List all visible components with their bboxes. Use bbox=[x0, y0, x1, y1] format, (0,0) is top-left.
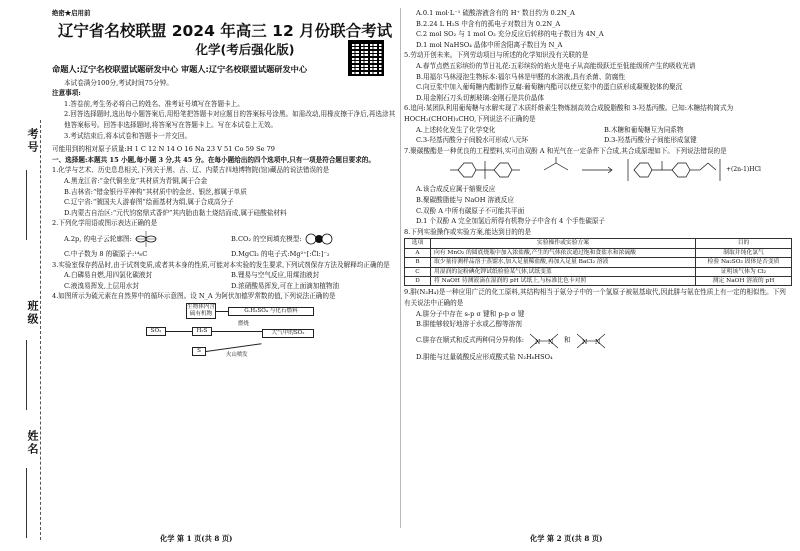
page-footer-right: 化学 第 2 页(共 8 页) bbox=[530, 534, 603, 543]
option-d: D.3-羟基丙酸分子间能形成氢键 bbox=[604, 136, 697, 145]
table-header: 目的 bbox=[696, 239, 792, 248]
option-c: C.肼存在顺式和反式两种同分异构体: bbox=[416, 336, 525, 345]
diagram-box: 生物体内含硫有机物 bbox=[187, 303, 215, 317]
option-a: A.该合成反应属于缩聚反应 bbox=[416, 185, 496, 194]
table-cell: A bbox=[405, 248, 431, 257]
option-d: D.内蒙古自治区:“元代钧窑鼎式香炉”其内胎由黏土烧结而成,属于硅酸盐材料 bbox=[64, 208, 287, 217]
exam-intro: 本试卷满分100分,考试时间75分钟。 bbox=[64, 78, 173, 87]
question-8 bbox=[404, 227, 792, 287]
option-c: C.双酚 A 中所有碳原子不可能共平面 bbox=[416, 206, 525, 215]
question-6 bbox=[404, 103, 792, 145]
diagram-box: S bbox=[192, 347, 206, 356]
svg-text:N: N bbox=[535, 338, 541, 346]
question-stem: 7.聚碳酸酯是一种优良的工程塑料,实可由双酚 A 和光气在一定条件下合成,其合成原理如下。下列说法错误的是 bbox=[404, 146, 727, 155]
option-b: B.肼能够较好地溶于水或乙醇等溶剂 bbox=[416, 320, 522, 329]
table-row bbox=[405, 267, 792, 276]
table-cell: D bbox=[405, 276, 431, 285]
question-stem: 8.下列实验操作或实验方案,能达到目的的是 bbox=[404, 227, 532, 236]
question-3 bbox=[52, 260, 398, 292]
table-cell: 证明该气体为 Cl₂ bbox=[696, 267, 792, 276]
table-row bbox=[405, 258, 792, 267]
question-stem: 3.实验室保存药品时,由于试剂变质,或者其本身的性质,可能对本实验的发生要求,下列试剂保存方法及解释均正确的是 bbox=[52, 260, 390, 269]
option-a: A.春节点燃五彩缤纷的节日礼花:五彩缤纷的焰火是电子从高能级跃迁至低能级所产生的吸收光谱 bbox=[416, 61, 696, 70]
diagram-box: 大气中的SO₂ bbox=[262, 329, 314, 338]
exam-title: 辽宁省名校联盟 2024 年高三 12 月份联合考试 bbox=[57, 21, 393, 40]
option-b: B.2.24 L H₂S 中含有的孤电子对数目为 0.2N_A bbox=[416, 19, 561, 28]
option-c: C.3-羟基丙酸分子间脱水可形成八元环 bbox=[416, 136, 529, 145]
option-b: B.CO₂ 的空间填充模型: bbox=[231, 234, 302, 243]
option-c: C.液溴易挥发,上层用水封 bbox=[64, 281, 139, 290]
table-row bbox=[405, 276, 792, 285]
option-a: A.上述转化发生了化学变化 bbox=[416, 125, 496, 134]
table-cell: 取少量待测样品溶于蒸馏水,加入足量稀盐酸,再加入足量 BaCl₂ 溶液 bbox=[431, 258, 696, 267]
table-row bbox=[405, 248, 792, 257]
cut-line bbox=[40, 120, 41, 540]
question-stem: 6.追问:某团队利用葡萄糖与水解实现了木质纤维素生物炼制高效合成脱脂酸和 3-羟基丙酸。已知:木糖结构简式为 HOCH₂(CHOH)₃CHO,下列说法不正确的是 bbox=[404, 104, 734, 123]
question-2 bbox=[52, 218, 398, 259]
secret-mark: 绝密★启用前 bbox=[52, 9, 91, 17]
exam-subtitle: 化学(考后强化版) bbox=[195, 41, 295, 57]
option-b: B.吉林省:“错金银丹平神构”其材质中的金丝、银丝,都属于单质 bbox=[64, 187, 247, 196]
diagram-box: G.H₂SO₄ 与化石燃料 bbox=[228, 307, 314, 316]
right-column bbox=[404, 8, 792, 362]
exam-number-blank bbox=[26, 170, 27, 240]
question-9 bbox=[404, 287, 792, 362]
option-a: A.黑龙江省:“金代铜坐龙”其材质为青铜,属于合金 bbox=[64, 176, 208, 185]
and-word: 和 bbox=[564, 336, 571, 345]
page-footer-left: 化学 第 1 页(共 8 页) bbox=[160, 534, 233, 543]
svg-text:N: N bbox=[594, 338, 600, 346]
option-c: C.2 mol SO₂ 与 1 mol O₂ 充分反应后转移的电子数目为 4N_A bbox=[416, 30, 604, 39]
option-d: D.1 mol NaHSO₄ 晶体中所含阳离子数目为 N_A bbox=[416, 40, 563, 49]
table-header-row bbox=[405, 239, 792, 248]
atomic-masses: 可能用到的相对原子质量:H 1 C 12 N 14 O 16 Na 23 V 51 Co 59 Se 79 bbox=[52, 145, 275, 154]
table-header: 选项 bbox=[405, 239, 431, 248]
polycarbonate-reaction bbox=[404, 157, 792, 183]
option-b: B.用福尔马林浸泡生物标本:福尔马林是甲醛的水溶液,具有杀菌、防腐性 bbox=[416, 72, 626, 81]
qr-code[interactable] bbox=[348, 40, 384, 76]
option-d: D.1 个双酚 A 完全加氢后所得有机物分子中含有 4 个手性碳原子 bbox=[416, 217, 606, 226]
byproduct-label: +(2n-1)HCl bbox=[726, 166, 761, 174]
option-c: C.辽宁省:“虢国夫人游春图”绘画基材为绢,属于合成高分子 bbox=[64, 198, 234, 207]
notice-item: 2.回答选择题时,选出每小题答案后,用铅笔把答题卡对应题目的答案标号涂黑。如需改动,用橡皮擦干净后,再选涂其他答案标号。回答非选择题时,将答案写在答题卡上。写在本试卷上无效。 bbox=[64, 110, 396, 129]
sulfur-cycle-diagram bbox=[142, 303, 332, 361]
question-stem: 5.劳动开创未来。下列劳动项目与所述的化学知识没有关联的是 bbox=[404, 51, 589, 60]
svg-text:N: N bbox=[581, 338, 587, 346]
option-b: B.木糖和葡萄糖互为同系物 bbox=[604, 125, 684, 134]
reaction-scheme-icon bbox=[444, 157, 774, 183]
option-c: C.中子数为 8 的碳原子:¹⁴₆C bbox=[64, 249, 148, 258]
p-orbital-icon bbox=[134, 230, 158, 248]
binding-margin bbox=[0, 0, 52, 551]
question-stem: 2.下列化学用语或图示表达正确的是 bbox=[52, 219, 158, 228]
exam-number-label: 考号 bbox=[26, 128, 39, 154]
makers-line: 命题人:辽宁名校联盟试题研发中心 审题人:辽宁名校联盟试题研发中心 bbox=[52, 63, 308, 74]
class-blank bbox=[26, 340, 27, 410]
question-1 bbox=[52, 165, 398, 218]
name-label: 姓名 bbox=[26, 430, 39, 456]
table-cell: 向有 MnO₂ 的圆底烧瓶中加入浓盐酸,产生的气体依次通过饱和食盐水和浓硫酸 bbox=[431, 248, 696, 257]
table-cell: C bbox=[405, 267, 431, 276]
option-a: A.肼分子中存在 s-p σ 键和 p-p σ 键 bbox=[416, 309, 525, 318]
hydrazine-cis-icon bbox=[524, 330, 564, 352]
question-stem: 4.如图所示为硫元素在自然界中的循环示意图。设 N_A 为阿伏加德罗常数的值,下列说法正确的是 bbox=[52, 292, 336, 301]
option-d: D.MgCl₂ 的电子式:Mg²⁺[:C̈l:]⁻₂ bbox=[231, 249, 330, 258]
question-7 bbox=[404, 146, 792, 227]
option-d: D.浓硝酸易挥发,可在上面滴加植物油 bbox=[231, 281, 340, 290]
option-c: C.向豆浆中加入葡萄糖内酯制作豆腐:葡萄糖内酯可以使豆浆中的蛋白质形成凝聚胶体的聚沉 bbox=[416, 83, 683, 92]
question-stem: 1.化学与艺术、历史息息相关,下列关于黑、吉、辽、内蒙古四地博物院(馆)藏品的说法错误的是 bbox=[52, 166, 330, 175]
table-cell: 检验 Na₂SO₃ 固体是否变质 bbox=[696, 258, 792, 267]
name-blank bbox=[26, 468, 27, 538]
edge-label: 火山喷发 bbox=[226, 351, 248, 358]
hydrazine-trans-icon bbox=[571, 330, 611, 352]
diagram-box: SO₂ bbox=[146, 327, 166, 336]
option-b: B.锂易与空气反应,用煤油液封 bbox=[231, 271, 320, 280]
edge-label: 燃烧 bbox=[238, 320, 249, 327]
left-column bbox=[52, 8, 398, 362]
notice-item: 3.考试结束后,将本试卷和答题卡一并交回。 bbox=[64, 131, 192, 140]
option-a: A.白磷易自燃,用四氯化碳液封 bbox=[64, 271, 153, 280]
question-4-options bbox=[404, 8, 792, 50]
question-5 bbox=[404, 50, 792, 103]
class-label: 班级 bbox=[26, 300, 39, 326]
diagram-box: H₂S bbox=[192, 327, 212, 336]
option-b: B.聚碳酸脂能与 NaOH 溶液反应 bbox=[416, 195, 514, 204]
section-one-heading: 一、选择题:本题共 15 小题,每小题 3 分,共 45 分。在每小题给出的四个选项中,只有一项是符合题目要求的。 bbox=[52, 155, 375, 164]
question-4 bbox=[52, 291, 398, 361]
svg-text:N: N bbox=[548, 338, 554, 346]
option-d: D.肼能与过量硫酸反应形成酸式盐 N₂H₆HSO₄ bbox=[416, 352, 553, 361]
table-cell: 将 NaOH 待测液滴在湿润的 pH 试纸上,与标准比色卡对照 bbox=[431, 276, 696, 285]
option-a: A.0.1 mol·L⁻¹ 硫酸溶液含有的 H⁺ 数目约为 0.2N_A bbox=[416, 9, 575, 17]
table-cell: 制取并纯化氯气 bbox=[696, 248, 792, 257]
column-divider bbox=[400, 8, 401, 528]
option-d: D.用金刚石刀头切割玻璃:金刚石是共价晶体 bbox=[416, 93, 545, 102]
table-cell: 测定 NaOH 溶液的 pH bbox=[696, 276, 792, 285]
question-stem: 9.肼(N₂H₄)是一种应用广泛的化工原料,其结构相当于氨分子中的一个氢原子被氨基取代,因此肼与氨在性质上有一定的相似性。下列有关说法中正确的是 bbox=[404, 288, 786, 307]
table-header: 实验操作或实验方案 bbox=[431, 239, 696, 248]
table-cell: B bbox=[405, 258, 431, 267]
co2-model-icon bbox=[304, 232, 334, 246]
table-cell: 用湿润的淀粉碘化钾试纸检验某气体,试纸变蓝 bbox=[431, 267, 696, 276]
notice-item: 1.答卷前,考生务必将自己的姓名、准考证号填写在答题卡上。 bbox=[64, 99, 244, 108]
option-a: A.2p, 的电子云轮廓图: bbox=[64, 234, 132, 243]
notice-title: 注意事项: bbox=[52, 89, 81, 98]
experiment-table bbox=[404, 238, 792, 286]
